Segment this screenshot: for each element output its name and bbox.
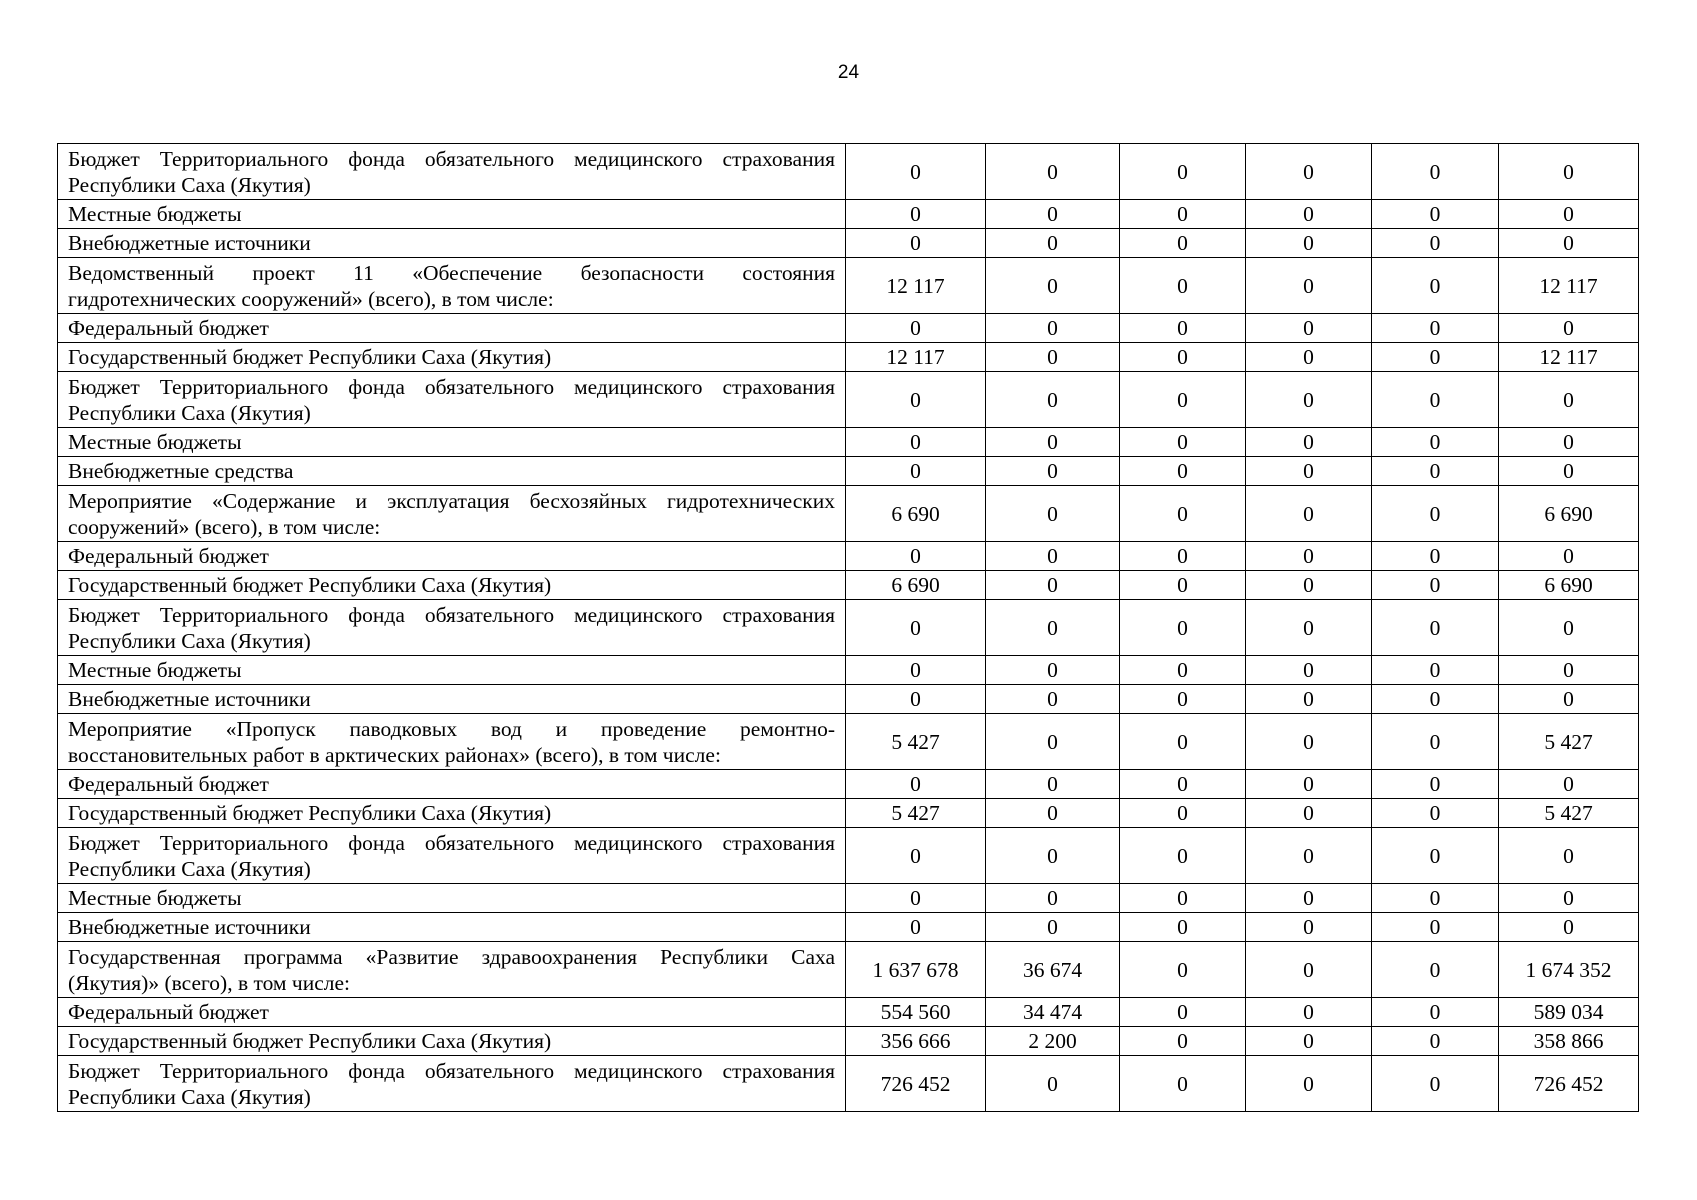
- value-cell: 0: [1499, 457, 1639, 486]
- value-cell: 12 117: [846, 343, 986, 372]
- row-label: Федеральный бюджет: [58, 998, 846, 1027]
- value-cell: 0: [1372, 571, 1499, 600]
- table-row: [58, 428, 1639, 457]
- value-cell: 1 674 352: [1499, 942, 1639, 998]
- value-cell: 12 117: [846, 258, 986, 314]
- value-cell: 0: [986, 884, 1120, 913]
- value-cell: 0: [1120, 1027, 1246, 1056]
- value-cell: 0: [1372, 457, 1499, 486]
- value-cell: 0: [846, 913, 986, 942]
- table-row: [58, 229, 1639, 258]
- value-cell: 0: [986, 799, 1120, 828]
- value-cell: 0: [986, 1056, 1120, 1112]
- value-cell: 0: [986, 542, 1120, 571]
- row-label: Государственный бюджет Республики Саха (Якутия): [58, 1027, 846, 1056]
- value-cell: 0: [1372, 372, 1499, 428]
- value-cell: 0: [1120, 343, 1246, 372]
- value-cell: 1 637 678: [846, 942, 986, 998]
- value-cell: 726 452: [846, 1056, 986, 1112]
- value-cell: 0: [1120, 571, 1246, 600]
- value-cell: 0: [1246, 542, 1372, 571]
- table-row: [58, 998, 1639, 1027]
- table-row: [58, 685, 1639, 714]
- row-label: Бюджет Территориального фонда обязательного медицинского страхования Республики Саха (Якутия): [58, 600, 846, 656]
- value-cell: 0: [846, 542, 986, 571]
- value-cell: 0: [1246, 799, 1372, 828]
- row-label: Федеральный бюджет: [58, 314, 846, 343]
- value-cell: 0: [986, 714, 1120, 770]
- value-cell: 0: [1372, 1056, 1499, 1112]
- value-cell: 0: [1372, 200, 1499, 229]
- value-cell: 34 474: [986, 998, 1120, 1027]
- value-cell: 0: [1372, 258, 1499, 314]
- value-cell: 0: [1372, 600, 1499, 656]
- value-cell: 0: [1372, 770, 1499, 799]
- value-cell: 0: [1246, 571, 1372, 600]
- table-row: [58, 884, 1639, 913]
- value-cell: 356 666: [846, 1027, 986, 1056]
- value-cell: 0: [986, 828, 1120, 884]
- value-cell: 0: [1499, 200, 1639, 229]
- row-label: Местные бюджеты: [58, 428, 846, 457]
- row-label: Внебюджетные средства: [58, 457, 846, 486]
- value-cell: 0: [1499, 656, 1639, 685]
- value-cell: 0: [986, 229, 1120, 258]
- value-cell: 589 034: [1499, 998, 1639, 1027]
- value-cell: 0: [1120, 998, 1246, 1027]
- value-cell: 0: [1372, 1027, 1499, 1056]
- value-cell: 0: [1246, 486, 1372, 542]
- value-cell: 0: [1372, 884, 1499, 913]
- value-cell: 0: [1120, 229, 1246, 258]
- value-cell: 0: [1499, 685, 1639, 714]
- value-cell: 0: [1372, 542, 1499, 571]
- value-cell: 36 674: [986, 942, 1120, 998]
- value-cell: 0: [1246, 770, 1372, 799]
- row-label: Федеральный бюджет: [58, 542, 846, 571]
- value-cell: 0: [1246, 884, 1372, 913]
- table-row: [58, 372, 1639, 428]
- value-cell: 0: [846, 229, 986, 258]
- value-cell: 0: [1120, 828, 1246, 884]
- value-cell: 0: [986, 428, 1120, 457]
- row-label: Мероприятие «Пропуск паводковых вод и проведение ремонтно-восстановительных работ в арктических районах» (всего), в том числе:: [58, 714, 846, 770]
- table-row: [58, 770, 1639, 799]
- row-label: Государственная программа «Развитие здравоохранения Республики Саха (Якутия)» (всего), в том числе:: [58, 942, 846, 998]
- value-cell: 0: [1246, 343, 1372, 372]
- value-cell: 0: [1499, 770, 1639, 799]
- value-cell: 0: [1246, 656, 1372, 685]
- row-label: Государственный бюджет Республики Саха (Якутия): [58, 343, 846, 372]
- value-cell: 0: [1120, 144, 1246, 200]
- value-cell: 0: [1372, 799, 1499, 828]
- value-cell: 0: [1499, 884, 1639, 913]
- value-cell: 5 427: [846, 799, 986, 828]
- table-row: [58, 258, 1639, 314]
- table-row: [58, 457, 1639, 486]
- value-cell: 12 117: [1499, 343, 1639, 372]
- value-cell: 0: [1246, 144, 1372, 200]
- value-cell: 0: [986, 200, 1120, 229]
- value-cell: 0: [846, 457, 986, 486]
- value-cell: 0: [1499, 229, 1639, 258]
- value-cell: 726 452: [1499, 1056, 1639, 1112]
- value-cell: 0: [1246, 600, 1372, 656]
- value-cell: 0: [1120, 486, 1246, 542]
- table-row: [58, 656, 1639, 685]
- value-cell: 0: [1120, 685, 1246, 714]
- table-row: [58, 942, 1639, 998]
- row-label: Государственный бюджет Республики Саха (Якутия): [58, 799, 846, 828]
- value-cell: 0: [1120, 258, 1246, 314]
- value-cell: 0: [986, 656, 1120, 685]
- value-cell: 0: [1372, 828, 1499, 884]
- value-cell: 0: [1120, 200, 1246, 229]
- value-cell: 0: [1372, 144, 1499, 200]
- row-label: Бюджет Территориального фонда обязательного медицинского страхования Республики Саха (Якутия): [58, 828, 846, 884]
- value-cell: 0: [986, 600, 1120, 656]
- value-cell: 2 200: [986, 1027, 1120, 1056]
- table-row: [58, 571, 1639, 600]
- row-label: Внебюджетные источники: [58, 229, 846, 258]
- value-cell: 0: [986, 571, 1120, 600]
- value-cell: 0: [1246, 685, 1372, 714]
- value-cell: 0: [846, 428, 986, 457]
- table-row: [58, 828, 1639, 884]
- value-cell: 0: [1246, 942, 1372, 998]
- value-cell: 0: [1246, 714, 1372, 770]
- row-label: Внебюджетные источники: [58, 685, 846, 714]
- value-cell: 0: [1499, 314, 1639, 343]
- value-cell: 0: [1372, 998, 1499, 1027]
- value-cell: 6 690: [846, 486, 986, 542]
- budget-table: [57, 143, 1639, 1112]
- value-cell: 5 427: [1499, 799, 1639, 828]
- value-cell: 0: [846, 884, 986, 913]
- row-label: Местные бюджеты: [58, 656, 846, 685]
- value-cell: 0: [1499, 828, 1639, 884]
- table-row: [58, 542, 1639, 571]
- value-cell: 0: [1246, 828, 1372, 884]
- value-cell: 0: [1499, 913, 1639, 942]
- value-cell: 0: [1246, 229, 1372, 258]
- value-cell: 0: [986, 457, 1120, 486]
- table-row: [58, 1056, 1639, 1112]
- value-cell: 0: [1120, 770, 1246, 799]
- value-cell: 0: [1246, 1027, 1372, 1056]
- value-cell: 0: [846, 828, 986, 884]
- value-cell: 0: [1246, 457, 1372, 486]
- value-cell: 0: [1246, 258, 1372, 314]
- row-label: Внебюджетные источники: [58, 913, 846, 942]
- value-cell: 0: [1120, 600, 1246, 656]
- value-cell: 0: [1246, 913, 1372, 942]
- value-cell: 0: [846, 144, 986, 200]
- row-label: Местные бюджеты: [58, 884, 846, 913]
- value-cell: 0: [1372, 343, 1499, 372]
- value-cell: 0: [1499, 428, 1639, 457]
- budget-table-body: [58, 144, 1639, 1112]
- value-cell: 0: [1120, 942, 1246, 998]
- table-row: [58, 799, 1639, 828]
- row-label: Бюджет Территориального фонда обязательного медицинского страхования Республики Саха (Якутия): [58, 372, 846, 428]
- value-cell: 0: [1372, 913, 1499, 942]
- table-row: [58, 200, 1639, 229]
- value-cell: 0: [1499, 144, 1639, 200]
- value-cell: 554 560: [846, 998, 986, 1027]
- table-row: [58, 1027, 1639, 1056]
- value-cell: 6 690: [846, 571, 986, 600]
- value-cell: 0: [1120, 656, 1246, 685]
- table-row: [58, 714, 1639, 770]
- value-cell: 0: [1246, 998, 1372, 1027]
- value-cell: 0: [1120, 1056, 1246, 1112]
- value-cell: 0: [846, 685, 986, 714]
- table-row: [58, 913, 1639, 942]
- value-cell: 0: [986, 770, 1120, 799]
- value-cell: 5 427: [1499, 714, 1639, 770]
- value-cell: 0: [1120, 428, 1246, 457]
- value-cell: 0: [846, 656, 986, 685]
- value-cell: 0: [986, 372, 1120, 428]
- value-cell: 0: [1372, 486, 1499, 542]
- value-cell: 0: [1499, 542, 1639, 571]
- value-cell: 0: [1246, 372, 1372, 428]
- value-cell: 0: [1120, 314, 1246, 343]
- value-cell: 0: [1372, 428, 1499, 457]
- table-row: [58, 314, 1639, 343]
- value-cell: 0: [1120, 714, 1246, 770]
- value-cell: 6 690: [1499, 486, 1639, 542]
- value-cell: 0: [1372, 942, 1499, 998]
- value-cell: 0: [1246, 314, 1372, 343]
- value-cell: 0: [1246, 428, 1372, 457]
- value-cell: 0: [986, 685, 1120, 714]
- value-cell: 0: [986, 913, 1120, 942]
- value-cell: 0: [1120, 884, 1246, 913]
- page-number: 24: [837, 62, 860, 83]
- value-cell: 0: [1499, 600, 1639, 656]
- value-cell: 0: [846, 314, 986, 343]
- value-cell: 0: [1120, 799, 1246, 828]
- value-cell: 5 427: [846, 714, 986, 770]
- value-cell: 0: [1120, 542, 1246, 571]
- value-cell: 0: [1372, 314, 1499, 343]
- value-cell: 12 117: [1499, 258, 1639, 314]
- value-cell: 0: [1120, 913, 1246, 942]
- table-row: [58, 144, 1639, 200]
- value-cell: 0: [1372, 714, 1499, 770]
- value-cell: 0: [846, 372, 986, 428]
- value-cell: 0: [1372, 685, 1499, 714]
- value-cell: 0: [1120, 372, 1246, 428]
- row-label: Ведомственный проект 11 «Обеспечение безопасности состояния гидротехнических сооружений» (всего), в том числе:: [58, 258, 846, 314]
- value-cell: 0: [986, 314, 1120, 343]
- table-row: [58, 486, 1639, 542]
- value-cell: 0: [986, 144, 1120, 200]
- value-cell: 0: [986, 343, 1120, 372]
- value-cell: 0: [846, 600, 986, 656]
- value-cell: 6 690: [1499, 571, 1639, 600]
- value-cell: 0: [1246, 200, 1372, 229]
- row-label: Местные бюджеты: [58, 200, 846, 229]
- row-label: Мероприятие «Содержание и эксплуатация бесхозяйных гидротехнических сооружений» (всего), в том числе:: [58, 486, 846, 542]
- value-cell: 0: [846, 770, 986, 799]
- value-cell: 0: [1246, 1056, 1372, 1112]
- value-cell: 0: [986, 486, 1120, 542]
- value-cell: 0: [1499, 372, 1639, 428]
- row-label: Бюджет Территориального фонда обязательного медицинского страхования Республики Саха (Якутия): [58, 144, 846, 200]
- value-cell: 0: [986, 258, 1120, 314]
- row-label: Государственный бюджет Республики Саха (Якутия): [58, 571, 846, 600]
- value-cell: 0: [1372, 229, 1499, 258]
- value-cell: 358 866: [1499, 1027, 1639, 1056]
- row-label: Бюджет Территориального фонда обязательного медицинского страхования Республики Саха (Якутия): [58, 1056, 846, 1112]
- value-cell: 0: [846, 200, 986, 229]
- table-row: [58, 343, 1639, 372]
- row-label: Федеральный бюджет: [58, 770, 846, 799]
- value-cell: 0: [1120, 457, 1246, 486]
- value-cell: 0: [1372, 656, 1499, 685]
- table-row: [58, 600, 1639, 656]
